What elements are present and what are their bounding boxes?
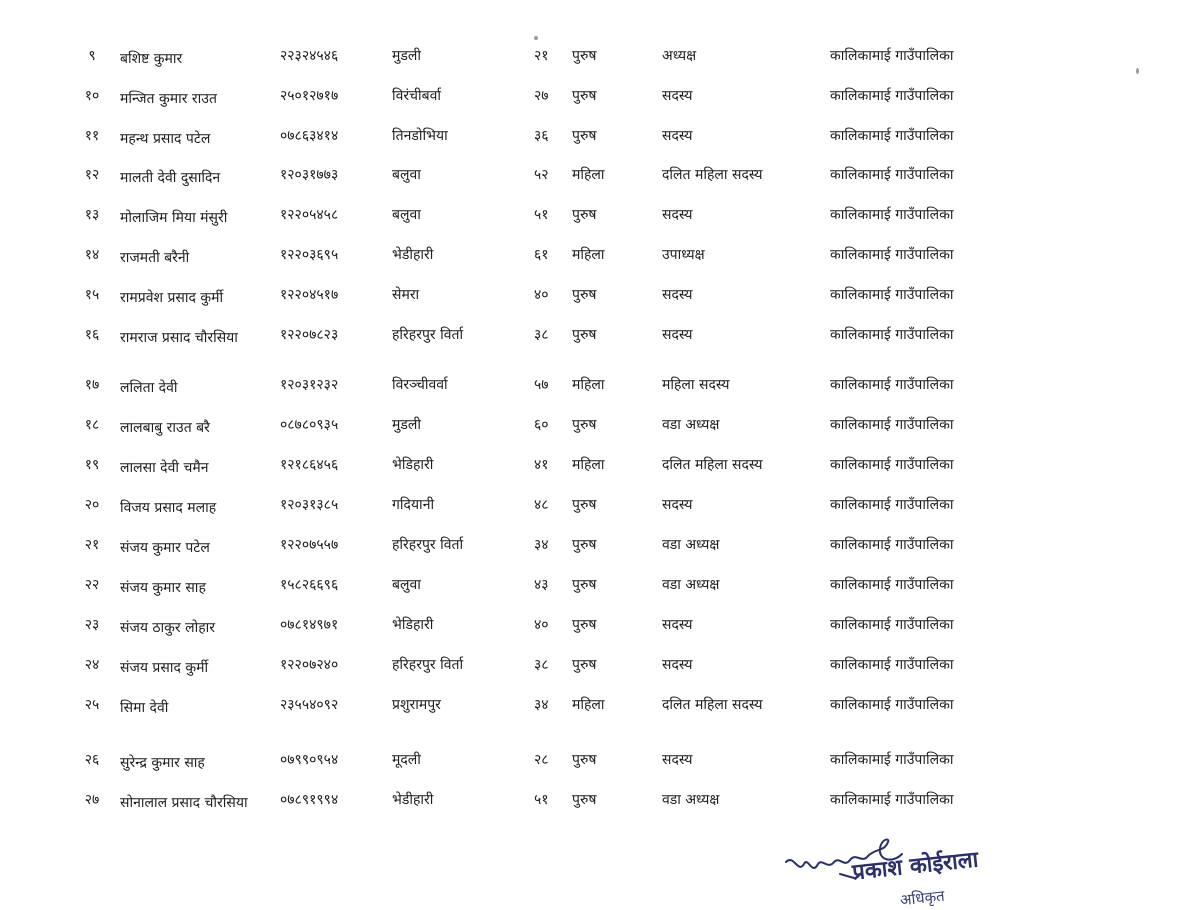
member-name: रामराज प्रसाद चौरसिया <box>120 330 238 346</box>
position: सदस्य <box>662 128 693 144</box>
municipality: कालिकामाई गाउँपालिका <box>830 697 954 713</box>
member-name: सोनालाल प्रसाद चौरसिया <box>120 795 248 811</box>
citizenship-number: १५८२६६९६ <box>280 577 339 593</box>
address: भेडीहारी <box>392 792 434 808</box>
address: प्रशुरामपुर <box>392 697 441 713</box>
table-row <box>0 455 1185 489</box>
table-row <box>0 495 1185 529</box>
table-row <box>0 245 1185 279</box>
citizenship-number: १२२०७५५७ <box>280 537 339 553</box>
member-name: विजय प्रसाद मलाह <box>120 500 217 516</box>
age: ६१ <box>534 247 549 263</box>
address: हरिहरपुर विर्ता <box>392 657 464 673</box>
municipality: कालिकामाई गाउँपालिका <box>830 167 954 183</box>
table-row <box>0 695 1185 729</box>
municipality: कालिकामाई गाउँपालिका <box>830 88 954 104</box>
position: अध्यक्ष <box>662 48 697 64</box>
table-row <box>0 415 1185 449</box>
position: सदस्य <box>662 752 693 768</box>
position: वडा अध्यक्ष <box>662 417 720 433</box>
citizenship-number: ०७८९१९९४ <box>280 792 339 808</box>
position: वडा अध्यक्ष <box>662 537 720 553</box>
municipality: कालिकामाई गाउँपालिका <box>830 128 954 144</box>
table-row <box>0 165 1185 199</box>
age: २१ <box>534 48 549 64</box>
serial-number: १५ <box>84 287 100 303</box>
serial-number: ११ <box>84 128 100 144</box>
age: ४३ <box>534 577 549 593</box>
position: दलित महिला सदस्य <box>662 457 763 473</box>
gender: महिला <box>572 247 605 263</box>
serial-number: २२ <box>84 577 100 593</box>
address: हरिहरपुर विर्ता <box>392 537 464 553</box>
position: दलित महिला सदस्य <box>662 167 763 183</box>
address: विरंचीबर्वा <box>392 88 442 104</box>
table-row <box>0 86 1185 120</box>
gender: महिला <box>572 457 605 473</box>
age: ६० <box>534 417 549 433</box>
municipality: कालिकामाई गाउँपालिका <box>830 207 954 223</box>
serial-number: १२ <box>84 167 100 183</box>
serial-number: २५ <box>84 697 100 713</box>
member-name: संजय ठाकुर लोहार <box>120 620 216 636</box>
table-row <box>0 615 1185 649</box>
serial-number: ९ <box>88 48 96 64</box>
age: ३८ <box>534 327 549 343</box>
age: ४८ <box>534 497 549 513</box>
serial-number: १८ <box>84 417 100 433</box>
table-row <box>0 46 1185 80</box>
address: भेडिहारी <box>392 457 434 473</box>
table-row <box>0 325 1185 359</box>
serial-number: १४ <box>84 247 100 263</box>
municipality: कालिकामाई गाउँपालिका <box>830 657 954 673</box>
signatory-title: अधिकृत <box>899 886 946 910</box>
municipality: कालिकामाई गाउँपालिका <box>830 48 954 64</box>
gender: पुरुष <box>572 752 597 768</box>
signature-block <box>780 830 1040 910</box>
address: तिनडोभिया <box>392 128 448 144</box>
position: सदस्य <box>662 88 693 104</box>
municipality: कालिकामाई गाउँपालिका <box>830 327 954 343</box>
serial-number: १७ <box>84 377 100 393</box>
age: ४० <box>534 617 549 633</box>
member-name: लालबाबु राउत बरै <box>120 420 210 436</box>
table-row <box>0 655 1185 689</box>
gender: पुरुष <box>572 88 597 104</box>
serial-number: २३ <box>84 617 100 633</box>
age: २७ <box>534 88 549 104</box>
address: सेमरा <box>392 287 420 303</box>
position: सदस्य <box>662 657 693 673</box>
address: बलुवा <box>392 167 421 183</box>
age: ३८ <box>534 657 549 673</box>
age: ३४ <box>534 537 549 553</box>
citizenship-number: ०७८१४९७१ <box>280 617 339 633</box>
position: सदस्य <box>662 497 693 513</box>
address: गदियानी <box>392 497 435 513</box>
gender: महिला <box>572 167 605 183</box>
citizenship-number: १२०३१७७३ <box>280 167 339 183</box>
citizenship-number: १२२०४५१७ <box>280 287 339 303</box>
table-row <box>0 205 1185 239</box>
gender: पुरुष <box>572 537 597 553</box>
serial-number: १० <box>84 88 100 104</box>
address: मुडली <box>392 417 421 433</box>
address: विरञ्चीवर्वा <box>392 377 448 393</box>
citizenship-number: १२२०३६९५ <box>280 247 339 263</box>
municipality: कालिकामाई गाउँपालिका <box>830 617 954 633</box>
paper-speck <box>534 36 538 40</box>
age: २८ <box>534 752 549 768</box>
gender: पुरुष <box>572 497 597 513</box>
citizenship-number: २५०१२७१७ <box>280 88 339 104</box>
member-name: मन्जित कुमार राउत <box>120 91 217 107</box>
gender: पुरुष <box>572 657 597 673</box>
municipality: कालिकामाई गाउँपालिका <box>830 287 954 303</box>
member-name: संजय कुमार पटेल <box>120 540 210 556</box>
address: भेडिहारी <box>392 617 434 633</box>
member-name: मोलाजिम मिया मंसुरी <box>120 210 228 226</box>
serial-number: २१ <box>84 537 100 553</box>
member-name: ललिता देवी <box>120 380 178 396</box>
member-name: बशिष्ट कुमार <box>120 51 183 67</box>
member-name: राजमती बरैनी <box>120 250 190 266</box>
table-row <box>0 375 1185 409</box>
address: मूदली <box>392 752 421 768</box>
position: वडा अध्यक्ष <box>662 577 720 593</box>
signatory-name: प्रकाश कोईराला <box>851 847 980 886</box>
municipality: कालिकामाई गाउँपालिका <box>830 247 954 263</box>
age: ५७ <box>534 377 549 393</box>
age: ५२ <box>534 167 549 183</box>
citizenship-number: ०७८६३४१४ <box>280 128 339 144</box>
gender: पुरुष <box>572 207 597 223</box>
citizenship-number: २२३२४५४६ <box>280 48 339 64</box>
position: उपाध्यक्ष <box>662 247 705 263</box>
municipality: कालिकामाई गाउँपालिका <box>830 417 954 433</box>
position: सदस्य <box>662 617 693 633</box>
member-name: मालती देवी दुसादिन <box>120 170 221 186</box>
municipality: कालिकामाई गाउँपालिका <box>830 457 954 473</box>
member-name: सुरेन्द्र कुमार साह <box>120 755 205 771</box>
gender: पुरुष <box>572 577 597 593</box>
municipality: कालिकामाई गाउँपालिका <box>830 577 954 593</box>
serial-number: १६ <box>84 327 100 343</box>
table-row <box>0 750 1185 784</box>
citizenship-number: ०८७८०९३५ <box>280 417 339 433</box>
serial-number: १९ <box>84 457 100 473</box>
gender: पुरुष <box>572 327 597 343</box>
gender: पुरुष <box>572 792 597 808</box>
serial-number: २४ <box>84 657 100 673</box>
table-row <box>0 126 1185 160</box>
municipality: कालिकामाई गाउँपालिका <box>830 792 954 808</box>
table-row <box>0 285 1185 319</box>
citizenship-number: १२२०७८२३ <box>280 327 339 343</box>
member-name: संजय प्रसाद कुर्मी <box>120 660 209 676</box>
address: भेडीहारी <box>392 247 434 263</box>
position: महिला सदस्य <box>662 377 730 393</box>
gender: पुरुष <box>572 287 597 303</box>
member-name: लालसा देवी चमैन <box>120 460 209 476</box>
address: मुडली <box>392 48 421 64</box>
citizenship-number: १२१८६४५६ <box>280 457 339 473</box>
citizenship-number: २३५५४०९२ <box>280 697 339 713</box>
member-name: महन्थ प्रसाद पटेल <box>120 131 211 147</box>
gender: पुरुष <box>572 48 597 64</box>
gender: पुरुष <box>572 417 597 433</box>
citizenship-number: १२२०५४५८ <box>280 207 339 223</box>
member-name: रामप्रवेश प्रसाद कुर्मी <box>120 290 224 306</box>
position: सदस्य <box>662 327 693 343</box>
age: ४० <box>534 287 549 303</box>
serial-number: १३ <box>84 207 100 223</box>
age: ५१ <box>534 207 549 223</box>
gender: महिला <box>572 377 605 393</box>
position: सदस्य <box>662 287 693 303</box>
paper-speck <box>1136 68 1139 74</box>
citizenship-number: १२०३१३८५ <box>280 497 339 513</box>
municipality: कालिकामाई गाउँपालिका <box>830 377 954 393</box>
municipality: कालिकामाई गाउँपालिका <box>830 537 954 553</box>
gender: महिला <box>572 697 605 713</box>
municipality: कालिकामाई गाउँपालिका <box>830 752 954 768</box>
member-name: सिमा देवी <box>120 700 169 716</box>
age: ५१ <box>534 792 549 808</box>
address: हरिहरपुर विर्ता <box>392 327 464 343</box>
address: बलुवा <box>392 577 421 593</box>
table-row <box>0 790 1185 824</box>
municipality: कालिकामाई गाउँपालिका <box>830 497 954 513</box>
age: ३६ <box>534 128 549 144</box>
age: ४१ <box>534 457 549 473</box>
age: ३४ <box>534 697 549 713</box>
gender: पुरुष <box>572 617 597 633</box>
table-row <box>0 575 1185 609</box>
citizenship-number: ०७९९०९५४ <box>280 752 339 768</box>
serial-number: २० <box>84 497 100 513</box>
gender: पुरुष <box>572 128 597 144</box>
table-row <box>0 535 1185 569</box>
citizenship-number: १२२०७२४० <box>280 657 339 673</box>
address: बलुवा <box>392 207 421 223</box>
serial-number: २७ <box>84 792 100 808</box>
citizenship-number: १२०३१२३२ <box>280 377 339 393</box>
member-name: संजय कुमार साह <box>120 580 206 596</box>
position: दलित महिला सदस्य <box>662 697 763 713</box>
position: वडा अध्यक्ष <box>662 792 720 808</box>
serial-number: २६ <box>84 752 100 768</box>
position: सदस्य <box>662 207 693 223</box>
